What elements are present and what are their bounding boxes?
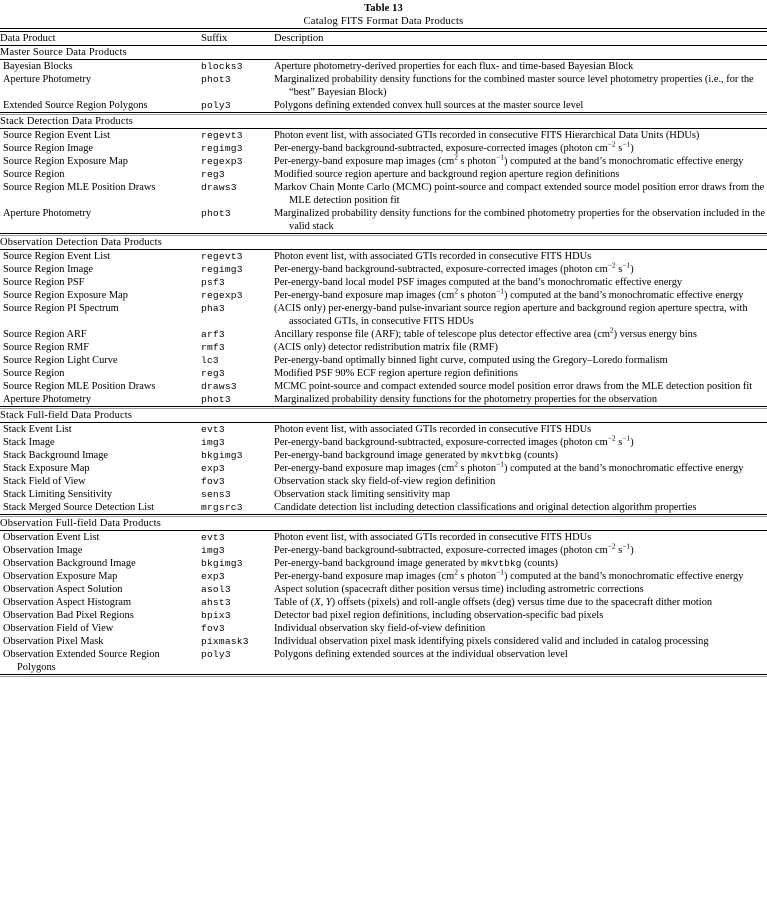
- cell-product: Observation Event List: [3, 532, 100, 543]
- cell-suffix: rmf3: [201, 342, 225, 353]
- cell-product: Stack Image: [3, 437, 55, 448]
- cell-description: Modified PSF 90% ECF region aperture region definitions: [274, 368, 518, 379]
- cell-description: Per-energy-band background-subtracted, exposure-corrected images (photon $cm^{-2}$ $s^{-1}$): [274, 139, 634, 154]
- cell-description: Table of (X, Y) offsets (pixels) and roll-angle offsets (deg) versus time due to the spacecraft dither motion: [274, 597, 713, 608]
- table-row: [0, 570, 767, 583]
- cell-description: Individual observation sky field-of-view definition: [274, 623, 486, 634]
- table-row: [0, 341, 767, 354]
- cell-suffix: phot3: [201, 394, 231, 405]
- cell-description: (ACIS only) per-energy-band pulse-invariant source region aperture and background region aperture spectra, with associated GTIs, in consecutive FITS HDUs: [274, 303, 748, 327]
- cell-product: Source Region: [3, 368, 65, 379]
- cell-suffix: phot3: [201, 208, 231, 219]
- table-row: [0, 302, 767, 328]
- cell-suffix: poly3: [201, 100, 231, 111]
- cell-suffix: reg3: [201, 368, 225, 379]
- cell-description: Per-energy-band background image generated by mkvtbkg (counts): [274, 450, 559, 461]
- cell-description: Per-energy-band exposure map images ($cm^2$ s photon$^{-1}$) computed at the band’s monochromatic effective energy: [274, 459, 744, 474]
- cell-product: Source Region RMF: [3, 342, 90, 353]
- cell-description: Individual observation pixel mask identifying pixels considered valid and included in catalog processing: [274, 636, 709, 647]
- column-header-description: Description: [274, 33, 324, 44]
- cell-description: Ancillary response file (ARF); table of telescope plus detector effective area $(cm^2)$ versus energy bins: [274, 325, 697, 340]
- table-row: [0, 462, 767, 475]
- cell-suffix: draws3: [201, 182, 237, 193]
- cell-description: Candidate detection list including detection classifications and original detection algorithm properties: [274, 502, 697, 513]
- section-heading-row: [0, 46, 767, 59]
- cell-suffix: poly3: [201, 649, 231, 660]
- cell-product: Source Region Exposure Map: [3, 290, 128, 301]
- cell-product: Source Region Image: [3, 264, 94, 275]
- table-number: Table 13: [364, 3, 403, 14]
- cell-product: Observation Image: [3, 545, 83, 556]
- cell-suffix: exp3: [201, 571, 225, 582]
- table-row: [0, 475, 767, 488]
- cell-product: Source Region Exposure Map: [3, 156, 128, 167]
- table-row: [0, 557, 767, 570]
- table-row: [0, 155, 767, 168]
- cell-description: Polygons defining extended sources at the individual observation level: [274, 649, 568, 660]
- cell-suffix: img3: [201, 437, 225, 448]
- cell-description: Photon event list, with associated GTIs recorded in consecutive FITS HDUs: [274, 424, 592, 435]
- cell-suffix: img3: [201, 545, 225, 556]
- cell-product: Observation Pixel Mask: [3, 636, 104, 647]
- cell-product: Aperture Photometry: [3, 208, 92, 219]
- section-heading: Observation Full-field Data Products: [0, 518, 162, 529]
- cell-description: Polygons defining extended convex hull sources at the master source level: [274, 100, 584, 111]
- cell-product: Observation Bad Pixel Regions: [3, 610, 134, 621]
- table-row: [0, 423, 767, 436]
- cell-description: Marginalized probability density functions for the combined photometry properties for the observation included in the valid stack: [274, 208, 765, 232]
- table-row: [0, 635, 767, 648]
- cell-product: Bayesian Blocks: [3, 61, 73, 72]
- cell-product: Stack Background Image: [3, 450, 109, 461]
- table-row: [0, 263, 767, 276]
- table-row: [0, 393, 767, 406]
- cell-description: Aperture photometry-derived properties for each flux- and time-based Bayesian Block: [274, 61, 634, 72]
- cell-suffix: regexp3: [201, 290, 243, 301]
- column-header-product: Data Product: [0, 33, 56, 44]
- cell-description: Per-energy-band local model PSF images computed at the band’s monochromatic effective energy: [274, 277, 683, 288]
- cell-suffix: mrgsrc3: [201, 502, 243, 513]
- cell-product: Observation Field of View: [3, 623, 114, 634]
- table-row: [0, 60, 767, 73]
- cell-product: Observation Aspect Histogram: [3, 597, 132, 608]
- cell-product: Aperture Photometry: [3, 74, 92, 85]
- table-row: [0, 73, 767, 99]
- cell-product: Source Region Event List: [3, 251, 111, 262]
- table-row: [0, 99, 767, 112]
- section-heading-row: [0, 409, 767, 422]
- cell-description: Aspect solution (spacecraft dither position versus time) including astrometric corrections: [274, 584, 644, 595]
- cell-suffix: blocks3: [201, 61, 243, 72]
- cell-suffix: bpix3: [201, 610, 231, 621]
- cell-product: Source Region Image: [3, 143, 94, 154]
- cell-product: Stack Field of View: [3, 476, 86, 487]
- cell-description: Photon event list, with associated GTIs recorded in consecutive FITS Hierarchical Data Units (HDUs): [274, 130, 700, 141]
- cell-product: Source Region MLE Position Draws: [3, 182, 156, 193]
- table-row: [0, 449, 767, 462]
- cell-suffix: regimg3: [201, 143, 243, 154]
- cell-suffix: bkgimg3: [201, 558, 243, 569]
- cell-product: Observation Extended Source Region Polygons: [3, 649, 160, 673]
- cell-description: Marginalized probability density functions for the combined master source level photometry properties (i.e., for the “best” Bayesian Block): [274, 74, 754, 98]
- cell-description: Observation stack limiting sensitivity map: [274, 489, 451, 500]
- cell-description: Per-energy-band background image generated by mkvtbkg (counts): [274, 558, 559, 569]
- table-row: [0, 207, 767, 233]
- column-header-row: [0, 32, 767, 45]
- section-heading: Master Source Data Products: [0, 47, 127, 58]
- table-row: [0, 501, 767, 514]
- cell-suffix: phot3: [201, 74, 231, 85]
- cell-description: Detector bad pixel region definitions, including observation-specific bad pixels: [274, 610, 604, 621]
- table-row: [0, 648, 767, 674]
- table-row: [0, 354, 767, 367]
- cell-description: Modified source region aperture and background region aperture region definitions: [274, 169, 620, 180]
- cell-description: Per-energy-band background-subtracted, exposure-corrected images (photon $cm^{-2}$ $s^{-1}$): [274, 433, 634, 448]
- cell-description: Photon event list, with associated GTIs recorded in consecutive FITS HDUs: [274, 251, 592, 262]
- cell-suffix: psf3: [201, 277, 225, 288]
- section-heading-row: [0, 115, 767, 128]
- cell-suffix: evt3: [201, 424, 225, 435]
- table-caption: [0, 0, 767, 28]
- cell-description: (ACIS only) detector redistribution matrix file (RMF): [274, 342, 498, 353]
- cell-description: Marginalized probability density functions for the photometry properties for the observation: [274, 394, 658, 405]
- cell-suffix: sens3: [201, 489, 231, 500]
- table-row: [0, 622, 767, 635]
- cell-suffix: regimg3: [201, 264, 243, 275]
- cell-product: Observation Aspect Solution: [3, 584, 123, 595]
- table-body: [0, 28, 767, 677]
- cell-description: Observation stack sky field-of-view region definition: [274, 476, 496, 487]
- cell-description: Markov Chain Monte Carlo (MCMC) point-source and compact extended source model position error draws from the MLE detection position fit: [274, 182, 765, 206]
- cell-suffix: regevt3: [201, 130, 243, 141]
- cell-product: Source Region ARF: [3, 329, 87, 340]
- cell-suffix: regevt3: [201, 251, 243, 262]
- cell-suffix: lc3: [201, 355, 219, 366]
- cell-description: Photon event list, with associated GTIs recorded in consecutive FITS HDUs: [274, 532, 592, 543]
- section-heading-row: [0, 236, 767, 249]
- cell-product: Stack Exposure Map: [3, 463, 90, 474]
- cell-product: Source Region: [3, 169, 65, 180]
- cell-suffix: pixmask3: [201, 636, 249, 647]
- table-row: [0, 289, 767, 302]
- cell-product: Source Region Light Curve: [3, 355, 118, 366]
- section-heading: Stack Full-field Data Products: [0, 410, 133, 421]
- cell-product: Source Region Event List: [3, 130, 111, 141]
- cell-suffix: pha3: [201, 303, 225, 314]
- cell-suffix: draws3: [201, 381, 237, 392]
- cell-product: Stack Limiting Sensitivity: [3, 489, 113, 500]
- cell-description: Per-energy-band background-subtracted, exposure-corrected images (photon $cm^{-2}$ $s^{-1}$): [274, 541, 634, 556]
- table-row: [0, 583, 767, 596]
- cell-description: Per-energy-band exposure map images ($cm^2$ s photon$^{-1}$) computed at the band’s monochromatic effective energy: [274, 286, 744, 301]
- cell-product: Observation Background Image: [3, 558, 136, 569]
- table-title: Catalog FITS Format Data Products: [303, 16, 464, 27]
- cell-suffix: fov3: [201, 476, 225, 487]
- cell-suffix: asol3: [201, 584, 231, 595]
- cell-suffix: ahst3: [201, 597, 231, 608]
- cell-suffix: reg3: [201, 169, 225, 180]
- table-row: [0, 276, 767, 289]
- table-row: [0, 250, 767, 263]
- section-heading: Stack Detection Data Products: [0, 116, 134, 127]
- table-row: [0, 129, 767, 142]
- cell-suffix: arf3: [201, 329, 225, 340]
- table-row: [0, 488, 767, 501]
- table-row: [0, 142, 767, 155]
- table-row: [0, 367, 767, 380]
- table-row: [0, 531, 767, 544]
- cell-product: Source Region MLE Position Draws: [3, 381, 156, 392]
- table-row: [0, 544, 767, 557]
- cell-suffix: fov3: [201, 623, 225, 634]
- section-bottom-rule: [0, 674, 767, 677]
- section-heading: Observation Detection Data Products: [0, 237, 162, 248]
- cell-suffix: exp3: [201, 463, 225, 474]
- cell-suffix: bkgimg3: [201, 450, 243, 461]
- cell-description: Per-energy-band background-subtracted, exposure-corrected images (photon $cm^{-2}$ $s^{-1}$): [274, 260, 634, 275]
- data-products-table: [0, 28, 767, 677]
- cell-product: Source Region PSF: [3, 277, 85, 288]
- cell-product: Aperture Photometry: [3, 394, 92, 405]
- table-row: [0, 609, 767, 622]
- section-heading-row: [0, 517, 767, 530]
- cell-description: Per-energy-band optimally binned light curve, computed using the Gregory–Loredo formalism: [274, 355, 668, 366]
- table-row: [0, 380, 767, 393]
- table-row: [0, 436, 767, 449]
- table-row: [0, 168, 767, 181]
- cell-description: Per-energy-band exposure map images ($cm^2$ s photon$^{-1}$) computed at the band’s monochromatic effective energy: [274, 567, 744, 582]
- cell-description: MCMC point-source and compact extended source model position error draws from the MLE detection position fit: [274, 381, 753, 392]
- cell-product: Source Region PI Spectrum: [3, 303, 119, 314]
- cell-suffix: evt3: [201, 532, 225, 543]
- table-row: [0, 328, 767, 341]
- cell-suffix: regexp3: [201, 156, 243, 167]
- cell-product: Stack Event List: [3, 424, 72, 435]
- table-row: [0, 181, 767, 207]
- cell-product: Extended Source Region Polygons: [3, 100, 148, 111]
- table-row: [0, 596, 767, 609]
- cell-description: Per-energy-band exposure map images ($cm^2$ s photon$^{-1}$) computed at the band’s monochromatic effective energy: [274, 152, 744, 167]
- cell-product: Observation Exposure Map: [3, 571, 118, 582]
- cell-product: Stack Merged Source Detection List: [3, 502, 155, 513]
- column-header-suffix: Suffix: [201, 33, 228, 44]
